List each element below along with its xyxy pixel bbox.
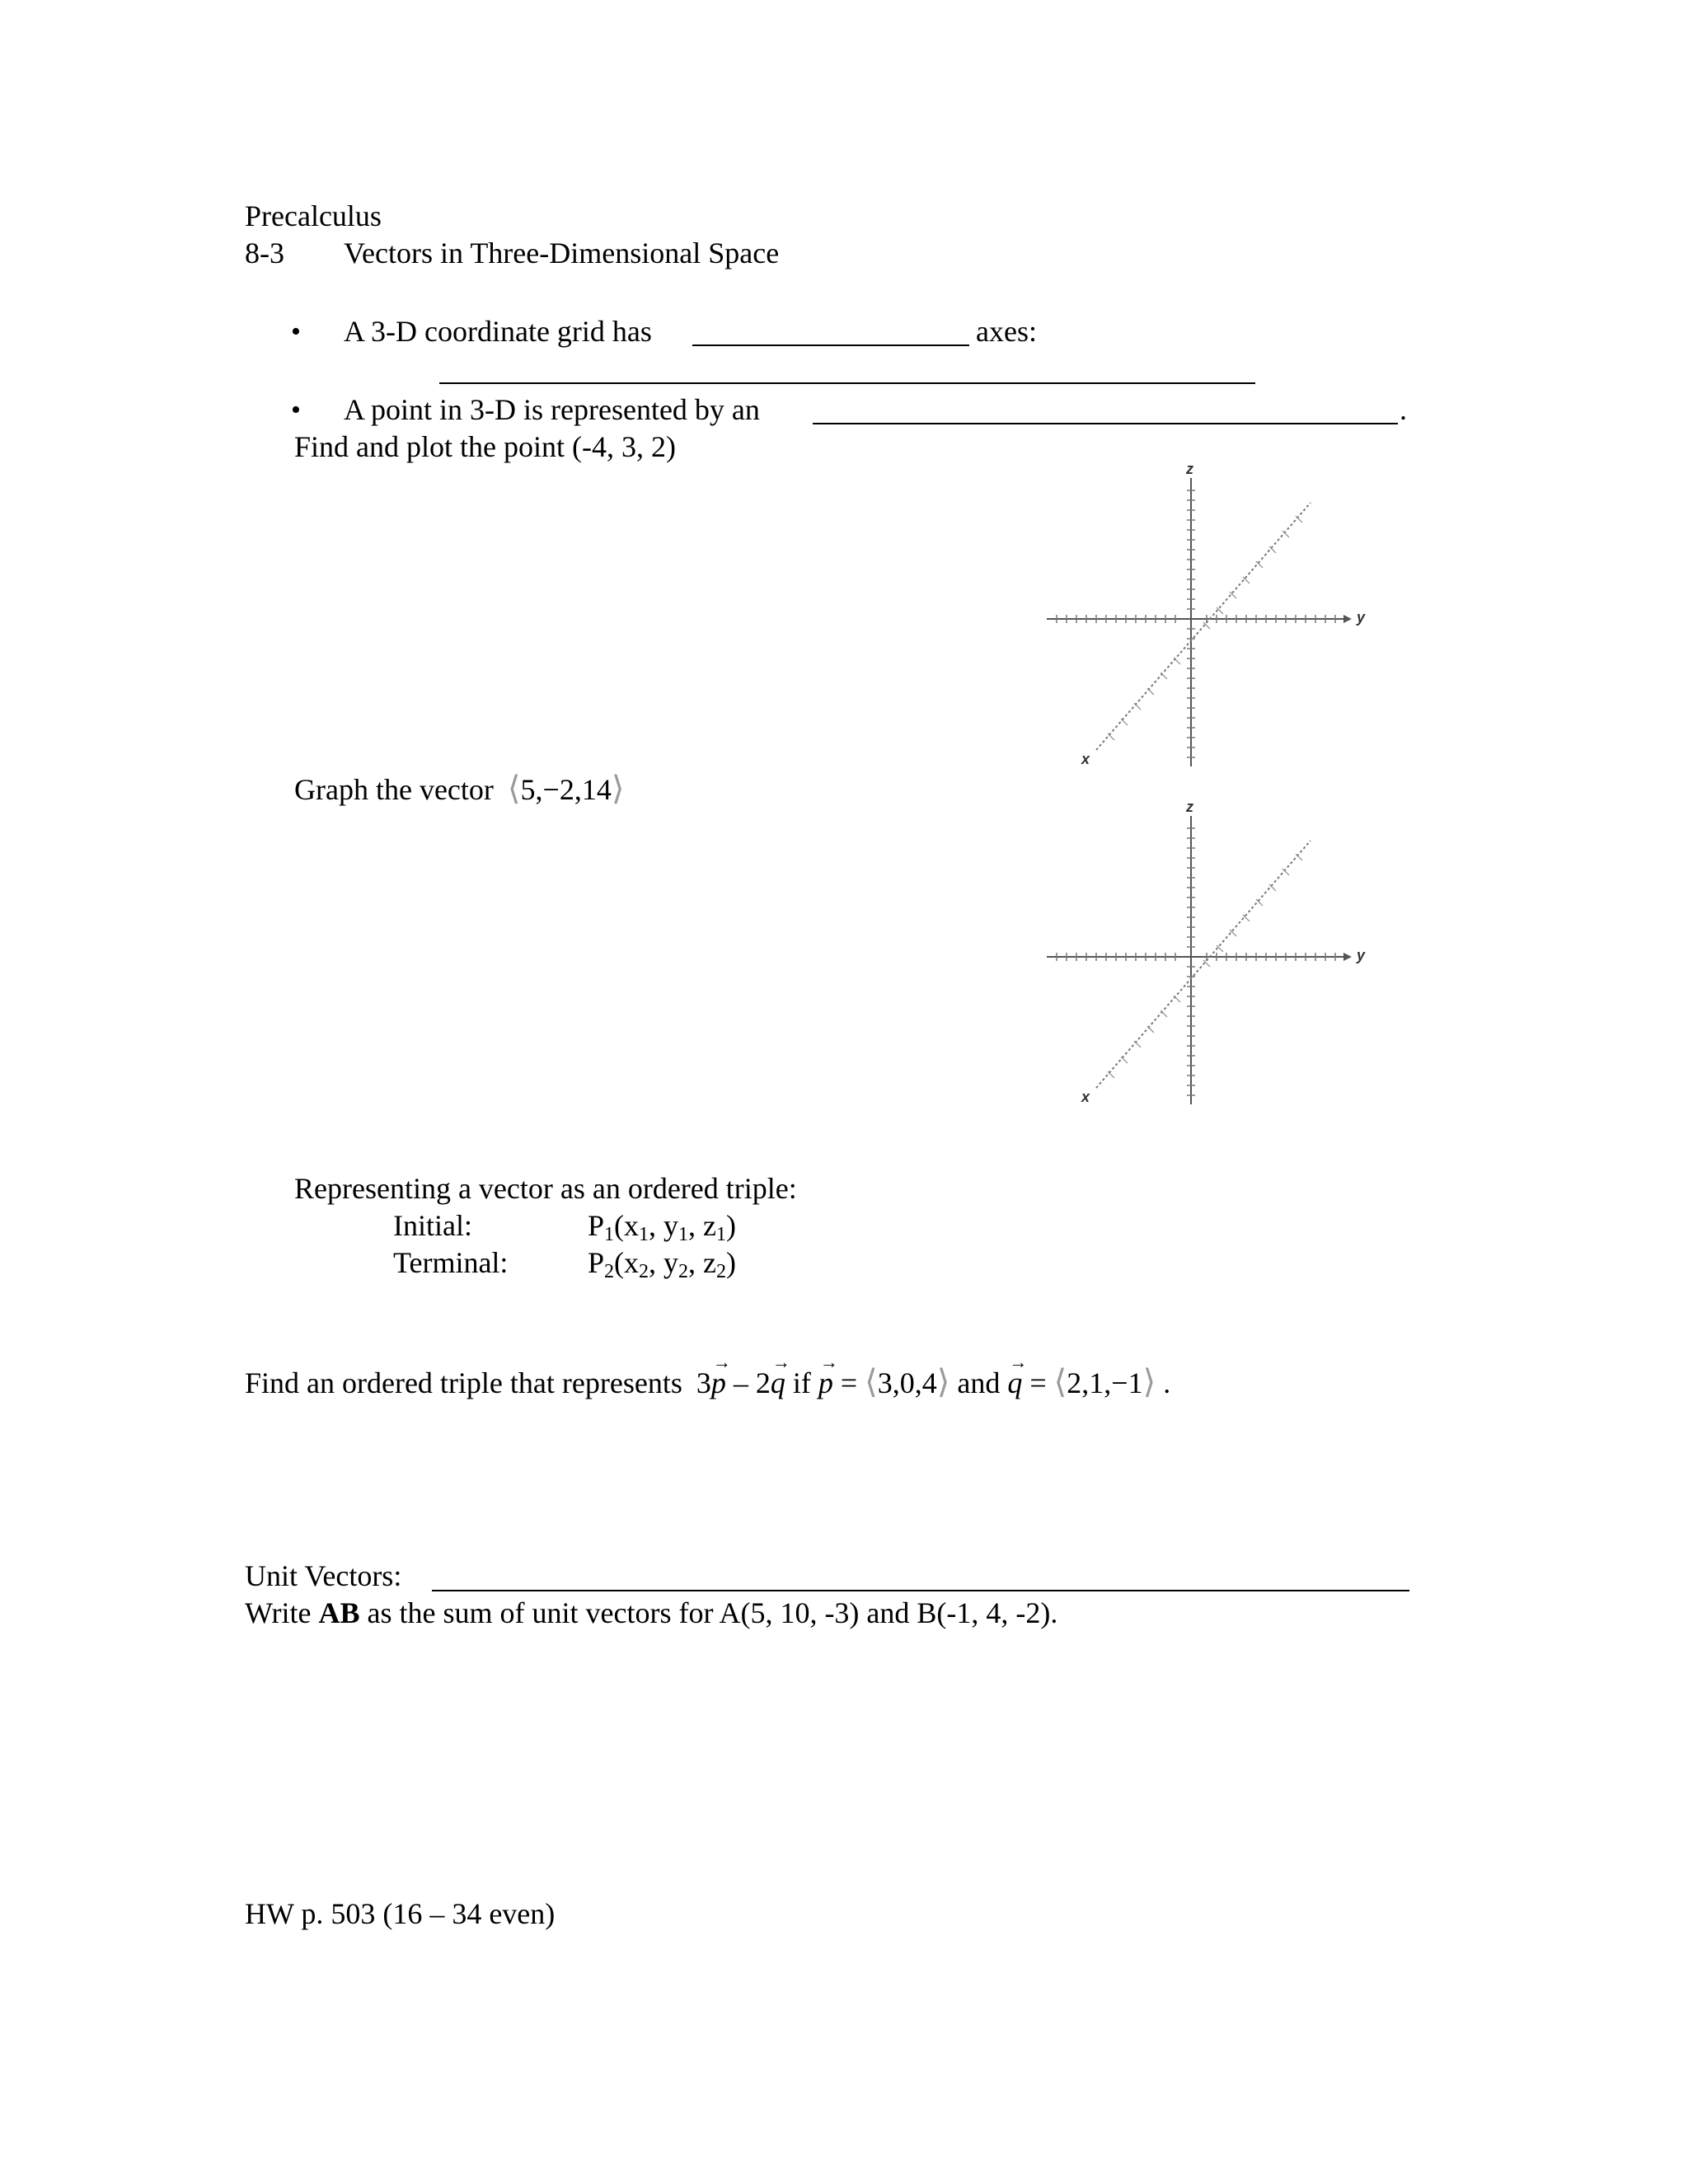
- plot-point-prompt: Find and plot the point (-4, 3, 2): [294, 430, 676, 463]
- graph-vector-text: Graph the vector: [294, 773, 494, 806]
- answer-blank[interactable]: [813, 423, 1398, 424]
- bullet-text-end: .: [1400, 393, 1407, 426]
- initial-point: $P_1(x_1$, $y_1$, $z_1$): [588, 1209, 737, 1245]
- bullet-text: A 3-D coordinate grid has: [344, 315, 652, 348]
- course-title: Precalculus: [245, 199, 382, 232]
- section-title: Vectors in Three-Dimensional Space: [344, 237, 780, 269]
- terminal-label: Terminal:: [393, 1246, 509, 1279]
- find-triple-prompt: [245, 1352, 1171, 1401]
- x-axis-label: x: [1081, 751, 1090, 767]
- coordinate-axes-3d: [1039, 795, 1368, 1108]
- angle-open: ⟨: [507, 770, 521, 807]
- bullet-marker: •: [291, 316, 301, 347]
- homework-assignment: HW p. 503 (16 – 34 even): [245, 1897, 556, 1930]
- terminal-point: $P_2(x_2$, $y_2$, $z_2$): [588, 1246, 737, 1282]
- bullet-text-end: axes:: [976, 315, 1037, 348]
- angle-close: ⟩: [611, 770, 625, 807]
- z-axis-label: z: [1186, 799, 1193, 815]
- bullet-text: A point in 3-D is represented by an: [344, 393, 760, 426]
- answer-blank[interactable]: [692, 344, 969, 346]
- y-axis-label: y: [1357, 609, 1366, 626]
- answer-blank[interactable]: [432, 1590, 1409, 1591]
- bullet-marker: •: [291, 395, 301, 425]
- initial-label: Initial:: [393, 1209, 472, 1242]
- answer-blank[interactable]: [439, 382, 1255, 384]
- x-axis-label: x: [1081, 1089, 1090, 1105]
- unit-vectors-prompt: Write AB as the sum of unit vectors for A(5, 10, -3) and B(-1, 4, -2).: [245, 1596, 1058, 1629]
- expression: 3 → p – 2 → q if → p = ⟨3,0,4⟩ and → q = ⟨2,1,−1⟩ .: [696, 1352, 1171, 1400]
- ordered-triple-heading: Representing a vector as an ordered triple:: [294, 1172, 797, 1205]
- graph-vector-prompt: [294, 771, 624, 808]
- unit-vectors-label: Unit Vectors:: [245, 1559, 402, 1592]
- coordinate-axes-3d: [1039, 457, 1368, 771]
- z-axis-label: z: [1186, 461, 1193, 477]
- find-triple-text: Find an ordered triple that represents: [245, 1366, 682, 1399]
- y-axis-label: y: [1357, 947, 1366, 963]
- section-number: 8-3: [245, 237, 284, 269]
- vector-components: 5,−2,14: [520, 773, 612, 806]
- vector-expression: [507, 770, 625, 807]
